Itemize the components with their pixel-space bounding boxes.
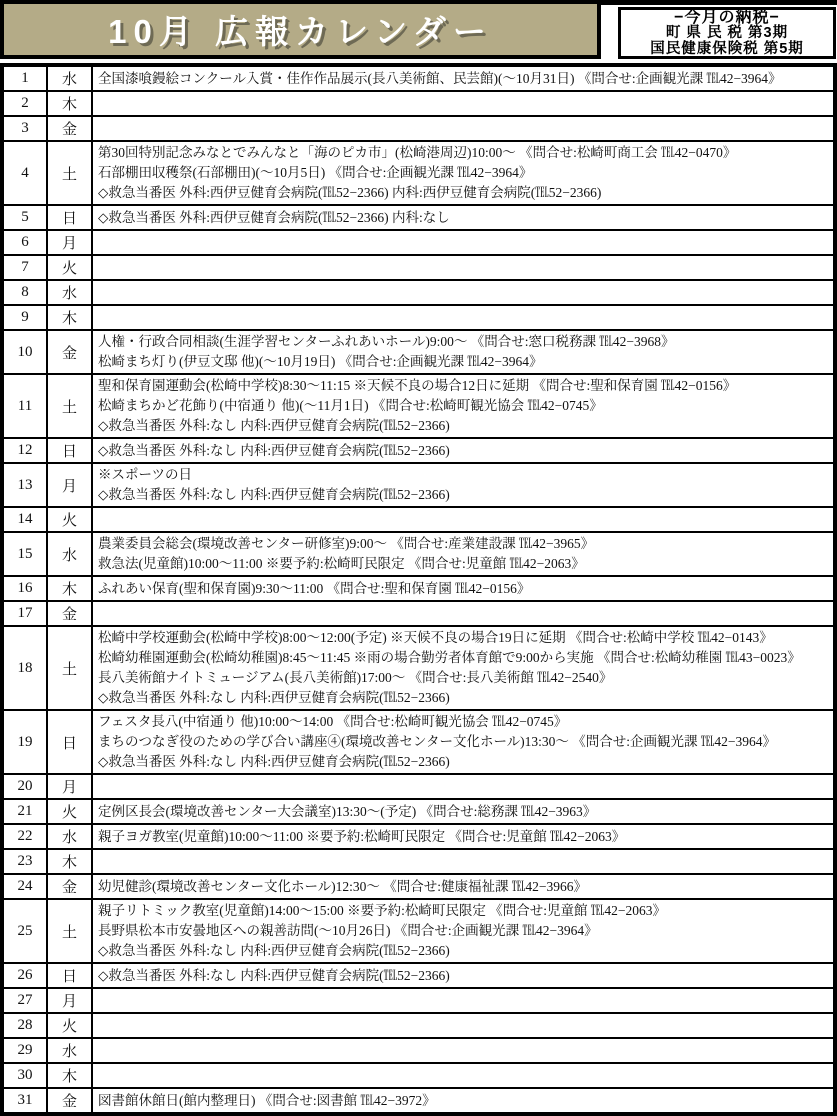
events-cell [92, 1088, 835, 1114]
calendar-row [2, 305, 835, 330]
page-header [0, 0, 837, 63]
calendar-table [0, 63, 837, 1116]
event-line: 人権・行政合同相談(生涯学習センターふれあいホール)9:00〜 《問合せ:窓口税務課 ℡42−3968》 [98, 334, 675, 349]
weekday-label: 木 [47, 576, 92, 601]
calendar-row [2, 374, 835, 438]
weekday-label: 木 [47, 91, 92, 116]
day-number: 11 [2, 374, 47, 438]
calendar-row [2, 116, 835, 141]
event-line: ◇救急当番医 外科:なし 内科:西伊豆健育会病院(℡52−2366) [98, 690, 450, 705]
weekday-label: 火 [47, 255, 92, 280]
day-number: 7 [2, 255, 47, 280]
calendar-row [2, 330, 835, 374]
weekday-label: 日 [47, 205, 92, 230]
event-line: 親子リトミック教室(児童館)14:00〜15:00 ※要予約:松崎町民限定 《問合せ:児童館 ℡42−2063》 [98, 903, 666, 918]
day-number: 3 [2, 116, 47, 141]
weekday-label: 火 [47, 507, 92, 532]
events-cell [92, 438, 835, 463]
calendar-row [2, 507, 835, 532]
weekday-label: 木 [47, 1063, 92, 1088]
weekday-label: 木 [47, 305, 92, 330]
weekday-label: 木 [47, 849, 92, 874]
events-cell [92, 1038, 835, 1063]
weekday-label: 月 [47, 988, 92, 1013]
event-line: 親子ヨガ教室(児童館)10:00〜11:00 ※要予約:松崎町民限定 《問合せ:児童館 ℡42−2063》 [98, 828, 626, 844]
weekday-label: 土 [47, 899, 92, 963]
event-line: フェスタ長八(中宿通り 他)10:00〜14:00 《問合せ:松崎町観光協会 ℡42−0745》 [98, 714, 568, 729]
day-number: 28 [2, 1013, 47, 1038]
day-number: 30 [2, 1063, 47, 1088]
event-line: ※スポーツの日 [98, 467, 192, 482]
weekday-label: 金 [47, 874, 92, 899]
events-cell [92, 626, 835, 710]
weekday-label: 火 [47, 799, 92, 824]
day-number: 5 [2, 205, 47, 230]
calendar-row [2, 532, 835, 576]
day-number: 17 [2, 601, 47, 626]
event-line: 長八美術館ナイトミュージアム(長八美術館)17:00〜 《問合せ:長八美術館 ℡42−2540》 [98, 670, 613, 685]
weekday-label: 水 [47, 1038, 92, 1063]
event-line: 松崎まち灯り(伊豆文邸 他)(〜10月19日) 《問合せ:企画観光課 ℡42−3964》 [98, 354, 543, 369]
events-cell [92, 899, 835, 963]
weekday-label: 月 [47, 463, 92, 507]
calendar-body [2, 65, 835, 1114]
calendar-row [2, 65, 835, 91]
event-line: 第30回特別記念みなとでみんなと「海のピカ市」(松崎港周辺)10:00〜 《問合せ:松崎町商工会 ℡42−0470》 [98, 145, 737, 160]
event-line: 松崎中学校運動会(松崎中学校)8:00〜12:00(予定) ※天候不良の場合19日に延期 《問合せ:松崎中学校 ℡42−0143》 [98, 630, 773, 645]
event-line: まちのつなぎ役のための学び合い講座④(環境改善センター文化ホール)13:30〜 《問合せ:企画観光課 ℡42−3964》 [98, 734, 777, 749]
calendar-row [2, 626, 835, 710]
event-line: ◇救急当番医 外科:西伊豆健育会病院(℡52−2366) 内科:なし [98, 209, 450, 225]
tax-notice-line-1: 町 県 民 税 第3期 [665, 24, 789, 41]
weekday-label: 水 [47, 280, 92, 305]
events-cell [92, 305, 835, 330]
weekday-label: 月 [47, 774, 92, 799]
weekday-label: 土 [47, 141, 92, 205]
day-number: 26 [2, 963, 47, 988]
day-number: 24 [2, 874, 47, 899]
events-cell [92, 576, 835, 601]
events-cell [92, 988, 835, 1013]
weekday-label: 日 [47, 963, 92, 988]
calendar-row [2, 963, 835, 988]
weekday-label: 金 [47, 1088, 92, 1114]
events-cell [92, 255, 835, 280]
calendar-row [2, 874, 835, 899]
events-cell [92, 205, 835, 230]
event-line: 長野県松本市安曇地区への親善訪問(〜10月26日) 《問合せ:企画観光課 ℡42−3964》 [98, 923, 598, 938]
events-cell [92, 91, 835, 116]
weekday-label: 金 [47, 116, 92, 141]
events-cell [92, 374, 835, 438]
day-number: 18 [2, 626, 47, 710]
events-cell [92, 280, 835, 305]
weekday-label: 土 [47, 626, 92, 710]
calendar-row [2, 988, 835, 1013]
calendar-row [2, 849, 835, 874]
event-line: 救急法(児童館)10:00〜11:00 ※要予約:松崎町民限定 《問合せ:児童館 ℡42−2063》 [98, 556, 585, 571]
calendar-row [2, 824, 835, 849]
events-cell [92, 774, 835, 799]
weekday-label: 金 [47, 330, 92, 374]
weekday-label: 水 [47, 532, 92, 576]
event-line: 図書館休館日(館内整理日) 《問合せ:図書館 ℡42−3972》 [98, 1092, 436, 1108]
events-cell [92, 230, 835, 255]
calendar-row [2, 91, 835, 116]
day-number: 25 [2, 899, 47, 963]
day-number: 31 [2, 1088, 47, 1114]
calendar-row [2, 463, 835, 507]
weekday-label: 水 [47, 824, 92, 849]
tax-notice-box [618, 7, 836, 59]
day-number: 9 [2, 305, 47, 330]
weekday-label: 月 [47, 230, 92, 255]
day-number: 21 [2, 799, 47, 824]
events-cell [92, 1063, 835, 1088]
events-cell [92, 116, 835, 141]
calendar-row [2, 280, 835, 305]
events-cell [92, 963, 835, 988]
events-cell [92, 824, 835, 849]
events-cell [92, 601, 835, 626]
weekday-label: 土 [47, 374, 92, 438]
event-line: ◇救急当番医 外科:なし 内科:西伊豆健育会病院(℡52−2366) [98, 967, 450, 983]
event-line: ◇救急当番医 外科:なし 内科:西伊豆健育会病院(℡52−2366) [98, 487, 450, 502]
event-line: 聖和保育園運動会(松崎中学校)8:30〜11:15 ※天候不良の場合12日に延期 《問合せ:聖和保育園 ℡42−0156》 [98, 378, 737, 393]
day-number: 27 [2, 988, 47, 1013]
calendar-row [2, 141, 835, 205]
day-number: 16 [2, 576, 47, 601]
calendar-row [2, 1088, 835, 1114]
calendar-row [2, 799, 835, 824]
calendar-row [2, 1038, 835, 1063]
tax-notice-line-2: 国民健康保険税 第5期 [650, 40, 804, 57]
calendar-row [2, 774, 835, 799]
weekday-label: 水 [47, 65, 92, 91]
calendar-row [2, 576, 835, 601]
event-line: 石部棚田収穫祭(石部棚田)(〜10月5日) 《問合せ:企画観光課 ℡42−3964》 [98, 165, 533, 180]
events-cell [92, 507, 835, 532]
events-cell [92, 849, 835, 874]
event-line: 幼児健診(環境改善センター文化ホール)12:30〜 《問合せ:健康福祉課 ℡42−3966》 [98, 878, 588, 894]
events-cell [92, 141, 835, 205]
weekday-label: 火 [47, 1013, 92, 1038]
title-box [0, 0, 601, 59]
events-cell [92, 1013, 835, 1038]
day-number: 15 [2, 532, 47, 576]
event-line: 農業委員会総会(環境改善センター研修室)9:00〜 《問合せ:産業建設課 ℡42−3965》 [98, 536, 595, 551]
calendar-row [2, 205, 835, 230]
calendar-row [2, 710, 835, 774]
weekday-label: 日 [47, 438, 92, 463]
calendar-row [2, 230, 835, 255]
event-line: 定例区長会(環境改善センター大会議室)13:30〜(予定) 《問合せ:総務課 ℡42−3963》 [98, 803, 597, 819]
day-number: 22 [2, 824, 47, 849]
day-number: 10 [2, 330, 47, 374]
day-number: 8 [2, 280, 47, 305]
day-number: 14 [2, 507, 47, 532]
calendar-row [2, 601, 835, 626]
day-number: 2 [2, 91, 47, 116]
event-line: 松崎まちかど花飾り(中宿通り 他)(〜11月1日) 《問合せ:松崎町観光協会 ℡42−0745》 [98, 398, 603, 413]
events-cell [92, 330, 835, 374]
calendar-row [2, 255, 835, 280]
day-number: 4 [2, 141, 47, 205]
day-number: 1 [2, 65, 47, 91]
tax-notice-heading: −今月の納税− [674, 8, 780, 26]
events-cell [92, 874, 835, 899]
event-line: ◇救急当番医 外科:なし 内科:西伊豆健育会病院(℡52−2366) [98, 442, 450, 458]
day-number: 13 [2, 463, 47, 507]
events-cell [92, 532, 835, 576]
calendar-row [2, 899, 835, 963]
event-line: 松崎幼稚園運動会(松崎幼稚園)8:45〜11:45 ※雨の場合勤労者体育館で9:00から実施 《問合せ:松崎幼稚園 ℡43−0023》 [98, 650, 801, 665]
day-number: 23 [2, 849, 47, 874]
events-cell [92, 65, 835, 91]
page-title: 10月 広報カレンダー [108, 13, 493, 50]
day-number: 12 [2, 438, 47, 463]
calendar-row [2, 438, 835, 463]
events-cell [92, 799, 835, 824]
day-number: 19 [2, 710, 47, 774]
event-line: 全国漆喰鏝絵コンクール入賞・佳作作品展示(長八美術館、民芸館)(〜10月31日) 《問合せ:企画観光課 ℡42−3964》 [98, 70, 782, 86]
event-line: ◇救急当番医 外科:なし 内科:西伊豆健育会病院(℡52−2366) [98, 418, 450, 433]
event-line: ◇救急当番医 外科:なし 内科:西伊豆健育会病院(℡52−2366) [98, 754, 450, 769]
weekday-label: 日 [47, 710, 92, 774]
event-line: ふれあい保育(聖和保育園)9:30〜11:00 《問合せ:聖和保育園 ℡42−0156》 [98, 580, 531, 596]
event-line: ◇救急当番医 外科:西伊豆健育会病院(℡52−2366) 内科:西伊豆健育会病院(℡52−2366) [98, 185, 602, 200]
events-cell [92, 710, 835, 774]
day-number: 20 [2, 774, 47, 799]
weekday-label: 金 [47, 601, 92, 626]
calendar-row [2, 1063, 835, 1088]
event-line: ◇救急当番医 外科:なし 内科:西伊豆健育会病院(℡52−2366) [98, 943, 450, 958]
day-number: 6 [2, 230, 47, 255]
events-cell [92, 463, 835, 507]
calendar-row [2, 1013, 835, 1038]
day-number: 29 [2, 1038, 47, 1063]
